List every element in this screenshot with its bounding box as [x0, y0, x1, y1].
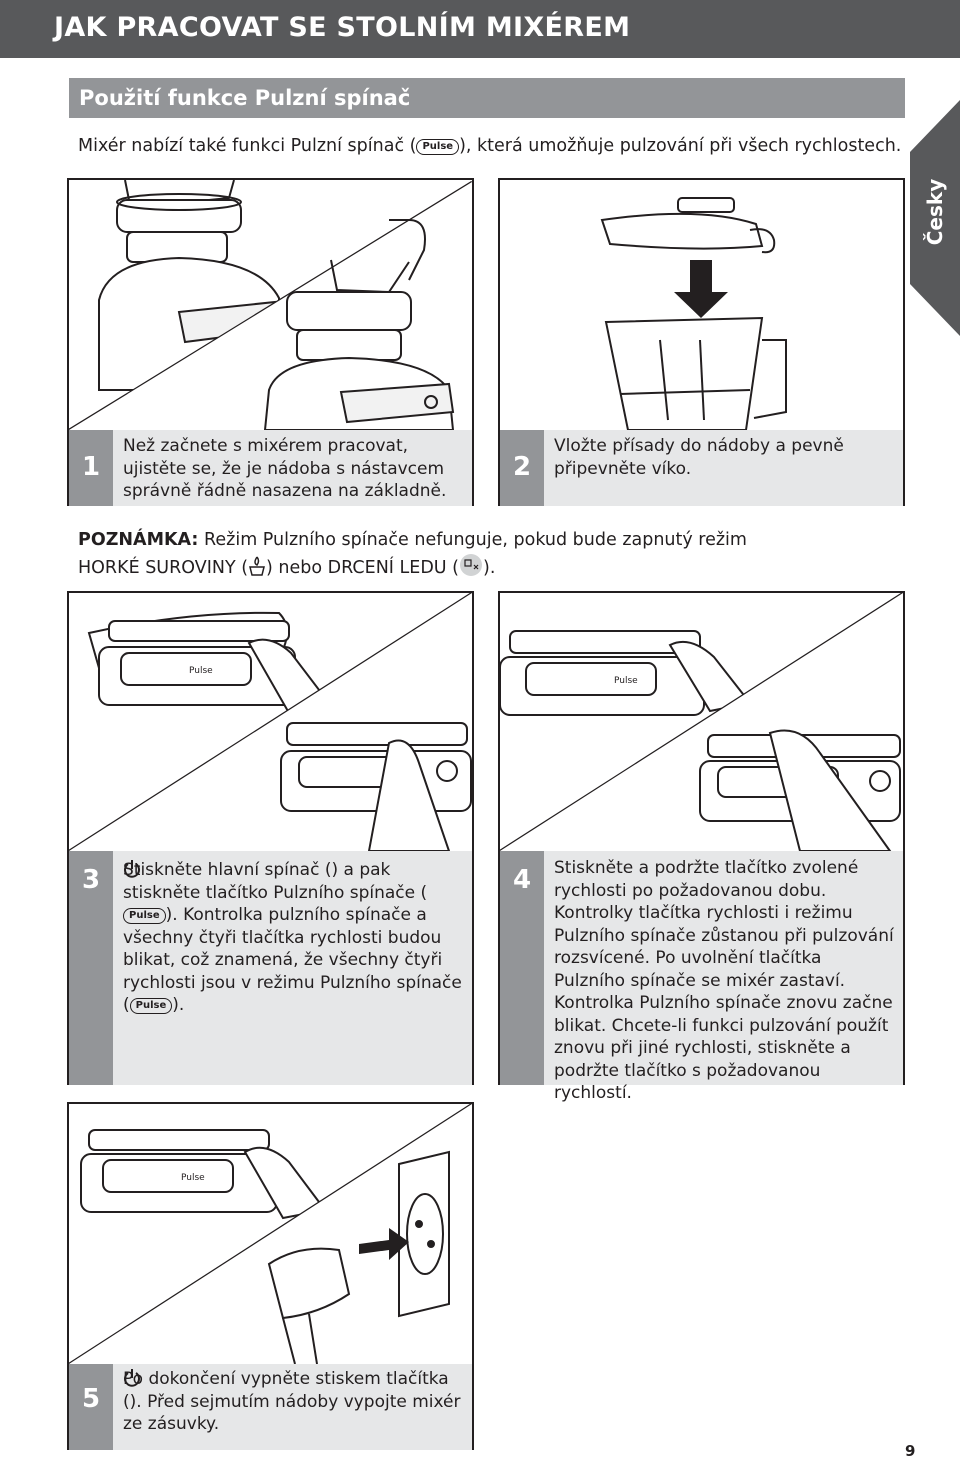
step-5-panel [67, 1102, 474, 1450]
step-3-text-c: ). Kontrolka pulzního spínače a všechny čtyři tlačítka rychlosti budou blikat, což znamená, že všechny čtyři rychlosti jsou v režimu Pulzního spínače ( [123, 905, 462, 1015]
step-text [123, 1368, 466, 1436]
page-header [0, 0, 960, 58]
step-5-text-b: ). Před sejmutím nádoby vypojte mixér ze zásuvky. [123, 1391, 461, 1434]
step-4-caption [500, 851, 903, 1103]
note-line2-b: ) nebo DRCENÍ LEDU ( [266, 558, 460, 578]
blender-base-illustration [69, 180, 472, 430]
step-text: Vložte přísady do nádoby a pevně připevněte víko. [554, 436, 844, 479]
intro-before: Mixér nabízí také funkci Pulzní spínač ( [78, 136, 417, 156]
step-text: Než začnete s mixérem pracovat, ujistěte se, že je nádoba s nástavcem správně řádně nasazena na základně. [123, 436, 447, 501]
pulse-icon: Pulse [416, 139, 459, 155]
step-3-panel [67, 591, 474, 1085]
pulse-icon: Pulse [130, 998, 173, 1014]
page-number: 9 [905, 1442, 916, 1460]
step-3-text-d: ). [172, 995, 185, 1015]
speed-button-hold-illustration [500, 593, 903, 851]
step-number: 1 [69, 430, 113, 506]
power-icon [123, 859, 141, 879]
section-bar [69, 78, 905, 118]
step-text [123, 859, 466, 1017]
pulse-icon: Pulse [123, 908, 166, 924]
step-number: 4 [500, 851, 544, 1085]
svg-text:Pulse: Pulse [614, 676, 638, 686]
section-title: Použití funkce Pulzní spínač [79, 86, 411, 110]
step-3-text-a: Stiskněte hlavní spínač ( [123, 860, 332, 880]
step-1-panel [67, 178, 474, 506]
intro-after: ), která umožňuje pulzování při všech rychlostech. [459, 136, 902, 156]
step-4-panel [498, 591, 905, 1103]
control-panel-press-illustration [69, 593, 472, 851]
down-arrow-icon [674, 260, 728, 318]
unplug-illustration [69, 1104, 472, 1364]
step-1-caption [69, 430, 472, 506]
page-title: JAK PRACOVAT SE STOLNÍM MIXÉREM [54, 12, 631, 43]
power-icon [123, 1368, 141, 1388]
ice-crush-icon [459, 553, 483, 577]
step-number: 5 [69, 1364, 113, 1450]
step-3-caption [69, 851, 472, 1085]
svg-text:Pulse: Pulse [181, 1173, 205, 1183]
step-number: 3 [69, 851, 113, 1085]
language-tab [910, 100, 960, 336]
step-5-caption [69, 1364, 472, 1450]
step-2-panel [498, 178, 905, 506]
svg-text:Pulse: Pulse [189, 666, 213, 676]
note [78, 528, 747, 581]
step-2-caption [500, 430, 903, 506]
step-number: 2 [500, 430, 544, 506]
note-line1: Režim Pulzního spínače nefunguje, pokud bude zapnutý režim [198, 530, 747, 550]
note-line2-c: ). [483, 558, 496, 578]
hot-icon [248, 555, 266, 577]
jar-lid-illustration [500, 180, 903, 430]
step-text: Stiskněte a podržte tlačítko zvolené rychlosti po požadovanou dobu. Kontrolky tlačítka rychlosti i režimu Pulzního spínače zůstanou při pulzování rozsvícené. Po uvolnění tlačítka Pulzního spínače se mixér zastaví. Kontrolka Pulzního spínače znovu začne blikat. Chcete-li funkci pulzování použít znovu při jiné rychlosti, stiskněte a podržte tlačítko s požadovanou rychlostí. [554, 858, 894, 1103]
intro-text [78, 136, 901, 156]
note-label: POZNÁMKA: [78, 530, 199, 550]
step-3-text-b: ) a pak stiskněte tlačítko Pulzního spínače ( [123, 860, 428, 903]
socket-icon [399, 1152, 449, 1316]
language-tab-label: Česky [923, 178, 947, 246]
step-5-text-a: Po dokončení vypněte stiskem tlačítka ( [123, 1369, 449, 1412]
note-line2-a: HORKÉ SUROVINY ( [78, 558, 249, 578]
